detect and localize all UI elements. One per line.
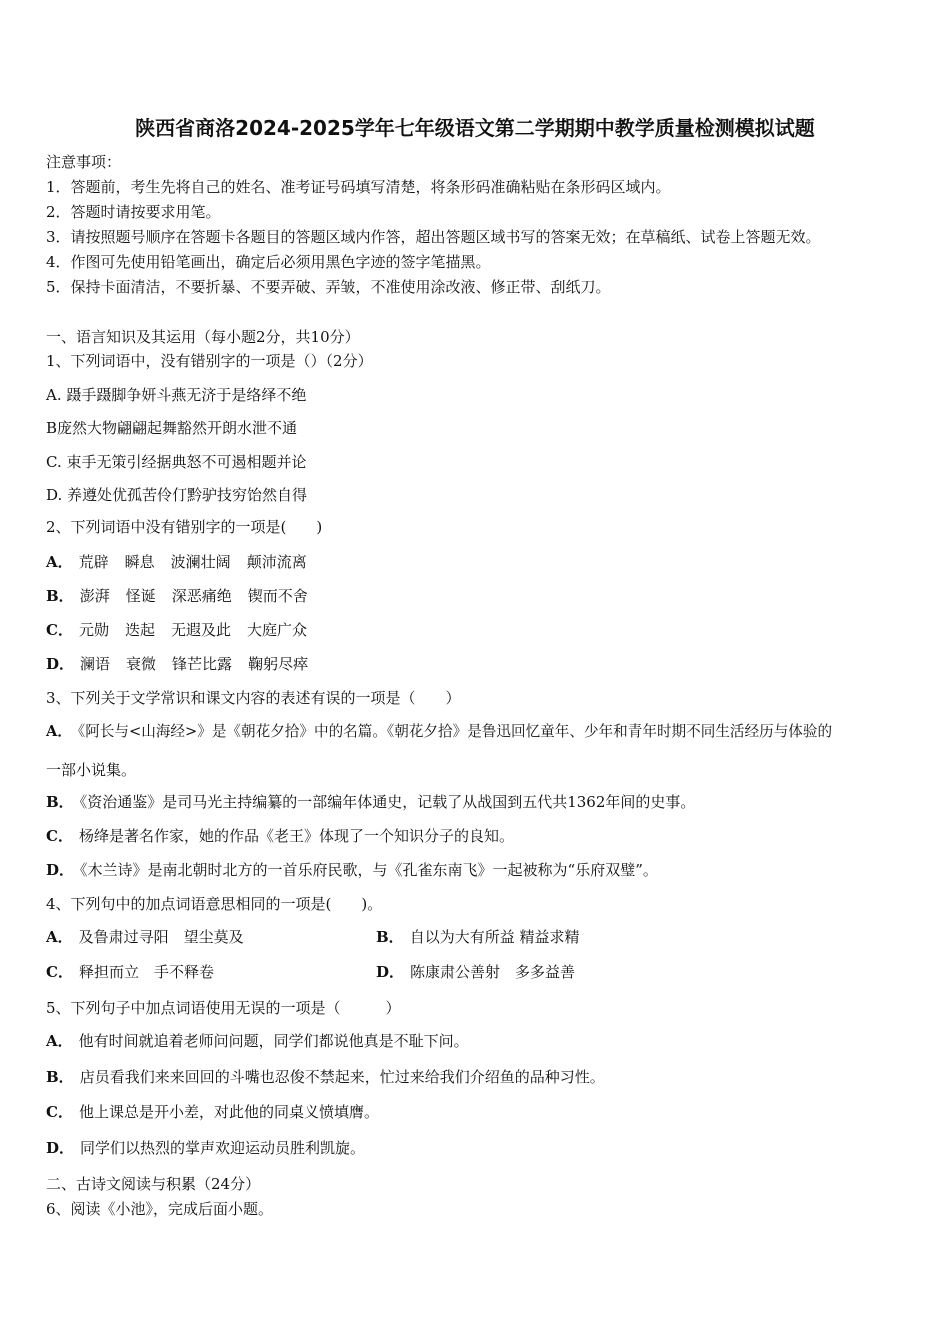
option-text: 及鲁肃过寻阳 望尘莫及 <box>78 928 244 946</box>
question-stem: 3、下列关于文学常识和课文内容的表述有误的一项是（ ） <box>46 689 461 707</box>
option-word: 锋芒比露 <box>172 655 233 673</box>
option-label: A． <box>46 553 73 571</box>
option-label: A． <box>46 1032 73 1050</box>
option-text: 杨绛是著名作家，她的作品《老王》体现了一个知识分子的良知。 <box>78 827 514 845</box>
option-d: D. 养遵处优孤苦伶仃黔驴技穷饴然自得 <box>46 486 308 504</box>
option-text: 释担而立 手不释卷 <box>78 963 214 981</box>
option-c <box>46 1102 379 1122</box>
option-c <box>46 826 514 846</box>
option-word: 鞠躬尽瘁 <box>248 655 309 673</box>
option-word: 澎湃 <box>79 587 110 605</box>
option-word: 波澜壮阔 <box>170 553 231 571</box>
option-word: 迭起 <box>124 621 155 639</box>
option-word: 澜语 <box>80 655 111 673</box>
option-label: D． <box>46 655 75 673</box>
option-text: 他上课总是开小差，对此他的同桌义愤填膺。 <box>78 1103 379 1121</box>
option-a <box>46 552 307 572</box>
option-label: D． <box>46 1139 75 1157</box>
question-stem: 2、下列词语中没有错别字的一项是( ) <box>46 518 323 536</box>
option-label: B． <box>46 793 74 811</box>
option-b <box>46 792 695 812</box>
option-label: A． <box>46 723 72 740</box>
question-stem: 5、下列句子中加点词语使用无误的一项是（ ） <box>46 999 401 1017</box>
option-word: 深恶痛绝 <box>171 587 232 605</box>
question-stem: 4、下列句中的加点词语意思相同的一项是( )。 <box>46 895 383 913</box>
option-b: B庞然大物翩翩起舞豁然开朗水泄不通 <box>46 419 298 437</box>
option-word: 衰微 <box>126 655 157 673</box>
notice-item: 4．作图可先使用铅笔画出，确定后必须用黑色字迹的签字笔描黑。 <box>46 253 491 271</box>
option-d <box>46 1138 365 1158</box>
option-b <box>376 927 579 947</box>
option-word: 锲而不舍 <box>247 587 308 605</box>
notice-heading: 注意事项： <box>46 153 122 171</box>
option-label: D． <box>46 861 75 879</box>
option-b <box>46 586 308 606</box>
notice-item: 2．答题时请按要求用笔。 <box>46 203 221 221</box>
option-d <box>46 860 658 880</box>
option-word: 无遐及此 <box>170 621 231 639</box>
option-word: 元勋 <box>78 621 109 639</box>
option-word: 瞬息 <box>124 553 155 571</box>
option-label: B． <box>376 928 404 946</box>
option-word: 怪诞 <box>125 587 156 605</box>
option-word: 颠沛流离 <box>246 553 307 571</box>
option-d <box>46 654 308 674</box>
notice-item: 1．答题前，考生先将自己的姓名、准考证号码填写清楚，将条形码准确粘贴在条形码区域内。 <box>46 178 671 196</box>
option-text: 《木兰诗》是南北朝时北方的一首乐府民歌，与《孔雀东南飞》一起被称为“乐府双璧”。 <box>80 861 658 879</box>
option-text: 《资治通鉴》是司马光主持编纂的一部编年体通史，记载了从战国到五代共1362年间的史事。 <box>79 793 696 811</box>
page-title: 陕西省商洛2024-2025学年七年级语文第二学期期中教学质量检测模拟试题 <box>135 116 815 140</box>
option-c: C. 束手无策引经据典怒不可遏相题并论 <box>46 453 307 471</box>
option-a <box>46 722 832 742</box>
option-label: C． <box>46 621 73 639</box>
question-stem: 6、阅读《小池》，完成后面小题。 <box>46 1200 274 1218</box>
option-a: A. 蹑手蹑脚争妍斗燕无济于是络绎不绝 <box>46 386 307 404</box>
option-label: A． <box>46 928 73 946</box>
option-text: 《阿长与<山海经>》是《朝花夕拾》中的名篇。《朝花夕拾》是鲁迅回忆童年、少年和青年时期不同生活经历与体验的 <box>77 723 833 740</box>
option-text: 他有时间就追着老师问问题，同学们都说他真是不耻下问。 <box>78 1032 469 1050</box>
option-label: B． <box>46 1068 74 1086</box>
option-b <box>46 1067 605 1087</box>
option-a <box>46 1031 469 1051</box>
option-c <box>46 620 307 640</box>
option-label: B． <box>46 587 74 605</box>
notice-item: 3．请按照题号顺序在答题卡各题目的答题区域内作答，超出答题区域书写的答案无效；在草稿纸、试卷上答题无效。 <box>46 228 821 246</box>
option-text: 陈康肃公善射 多多益善 <box>410 963 576 981</box>
option-text: 自以为大有所益 精益求精 <box>409 928 580 946</box>
option-text: 同学们以热烈的掌声欢迎运动员胜利凯旋。 <box>80 1139 366 1157</box>
notice-item: 5．保持卡面清洁，不要折暴、不要弄破、弄皱，不准使用涂改液、修正带、刮纸刀。 <box>46 278 611 296</box>
option-d <box>376 962 575 982</box>
option-label: C． <box>46 1103 73 1121</box>
option-label: D． <box>376 963 405 981</box>
option-label: C． <box>46 963 73 981</box>
option-word: 大庭广众 <box>247 621 308 639</box>
question-stem: 1、下列词语中，没有错别字的一项是（）（2分） <box>46 352 373 370</box>
option-label: C． <box>46 827 73 845</box>
option-word: 荒辟 <box>78 553 109 571</box>
option-a-continued: 一部小说集。 <box>46 761 137 779</box>
option-a <box>46 927 244 947</box>
section-heading: 二、古诗文阅读与积累（24分） <box>46 1175 261 1193</box>
option-text: 店员看我们来来回回的斗嘴也忍俊不禁起来，忙过来给我们介绍鱼的品种习性。 <box>79 1068 605 1086</box>
option-c <box>46 962 214 982</box>
section-heading: 一、语言知识及其运用（每小题2分，共10分） <box>46 328 360 346</box>
